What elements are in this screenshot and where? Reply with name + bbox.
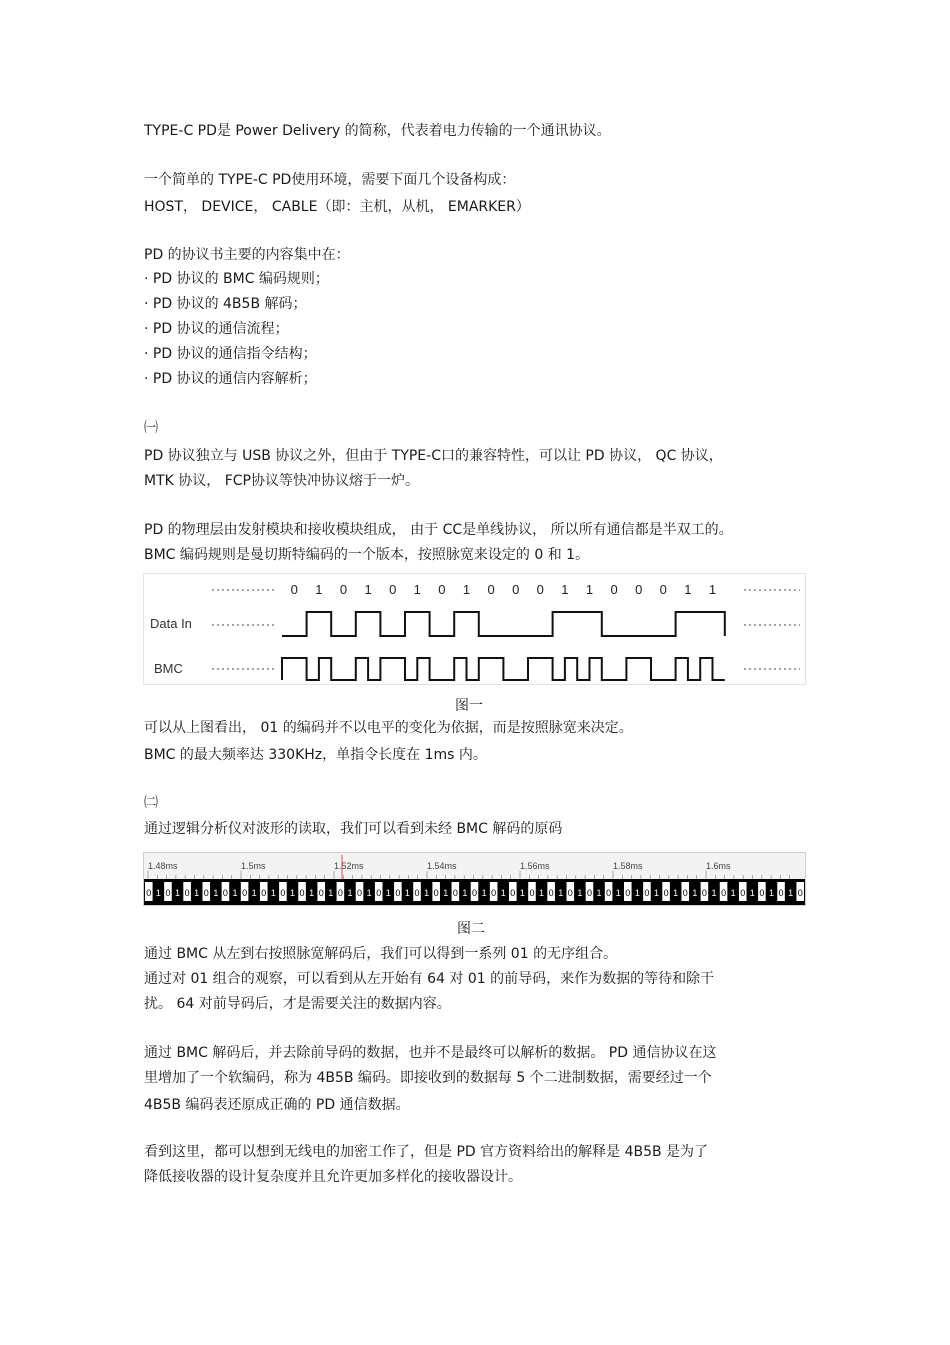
bit-digit: 1: [558, 888, 564, 898]
bit-digit: 0: [318, 888, 324, 898]
bit-digit: 0: [663, 888, 669, 898]
section1-p1-line-2: MTK 协议， FCP协议等快冲协议熔于一炉。: [144, 473, 419, 489]
bit-digit: 0: [512, 582, 520, 597]
bit-digit: 0: [659, 582, 667, 597]
bit-digit: 0: [357, 888, 363, 898]
decoded-bits: [145, 882, 804, 901]
bit-digit: 1: [684, 582, 692, 597]
bit-digit: 0: [682, 888, 688, 898]
bit-digit: 1: [289, 888, 295, 898]
bmc-waveform: [282, 658, 725, 680]
bit-digit: 1: [194, 888, 200, 898]
bit-digit: 0: [433, 888, 439, 898]
section1-p2-line-1: PD 的物理层由发射模块和接收模块组成， 由于 CC是单线协议， 所以所有通信都是半双工的。: [144, 522, 733, 538]
bit-digit: 1: [768, 888, 774, 898]
time-tick-label: 1.5ms: [241, 861, 266, 871]
bit-digit: 0: [644, 888, 650, 898]
after-fig2-p1-line-1: 通过 BMC 从左到右按照脉宽解码后，我们可以得到一系列 01 的无序组合。: [144, 946, 618, 962]
bit-digit: 0: [586, 888, 592, 898]
bit-digit: 1: [749, 888, 755, 898]
bit-digit: 1: [462, 888, 468, 898]
bit-digit: 1: [462, 582, 471, 597]
bit-digit: 0: [635, 582, 643, 597]
bmc-label: BMC: [154, 661, 183, 676]
bit-digit: 1: [347, 888, 353, 898]
bit-digit: 1: [315, 582, 323, 597]
bit-digit: 1: [270, 888, 276, 898]
data-in-label: Data In: [150, 616, 192, 631]
bit-digit: 1: [232, 888, 238, 898]
bit-digit: 1: [175, 888, 181, 898]
bit-digit: 1: [654, 888, 660, 898]
bit-digit: 1: [730, 888, 736, 898]
bit-digit: 0: [740, 888, 746, 898]
time-tick-label: 1.58ms: [613, 861, 643, 871]
bit-digit: 0: [438, 582, 446, 597]
bit-digit: 0: [242, 888, 248, 898]
bit-digit: 1: [692, 888, 698, 898]
bit-digit: 0: [606, 888, 612, 898]
bit-digit: 0: [536, 582, 544, 597]
bit-digit: 0: [395, 888, 401, 898]
time-tick-label: 1.52ms: [334, 861, 364, 871]
bit-digit: 0: [529, 888, 535, 898]
env-line-1: 一个简单的 TYPE-C PD使用环境，需要下面几个设备构成：: [144, 172, 516, 188]
after-fig2-p2-line-2: 里增加了一个软编码，称为 4B5B 编码。即接收到的数据每 5 个二进制数据，需要经过一个: [144, 1070, 712, 1086]
bit-digit: 1: [500, 888, 506, 898]
bit-digit: 0: [389, 582, 397, 597]
figure2-caption: 图二: [457, 921, 485, 937]
logic-analyzer-figure: [143, 852, 806, 906]
bit-digit: 0: [290, 582, 298, 597]
logic-analyzer-capture: [144, 853, 805, 905]
bit-digit: 1: [413, 582, 421, 597]
bit-digit: 0: [548, 888, 554, 898]
bit-digit: 0: [222, 888, 228, 898]
after-fig2-p1-line-2: 通过对 01 组合的观察，可以看到从左开始有 64 对 01 的前导码，来作为数据的等待和除干: [144, 971, 715, 987]
bit-digit: 0: [299, 888, 305, 898]
section-marker-1: ㈠: [144, 420, 158, 436]
bit-digit: 1: [309, 888, 315, 898]
after-fig2-p2-line-1: 通过 BMC 解码后，并去除前导码的数据，也并不是最终可以解析的数据。 PD 通信协议在这: [144, 1045, 717, 1061]
bit-digit: 0: [491, 888, 497, 898]
bit-digit: 1: [251, 888, 257, 898]
bit-digit: 1: [788, 888, 794, 898]
bit-digit: 1: [155, 888, 161, 898]
bit-digit: 0: [165, 888, 171, 898]
bit-digit: 1: [634, 888, 640, 898]
bit-digit: 0: [471, 888, 478, 898]
section2-p1: 通过逻辑分析仪对波形的读取，我们可以看到未经 BMC 解码的原码: [144, 821, 563, 837]
bit-digit: 1: [404, 888, 410, 898]
bit-digit: 0: [701, 888, 707, 898]
bit-digit: 0: [414, 888, 420, 898]
bit-digit: 1: [596, 888, 602, 898]
bit-digit: 1: [328, 888, 334, 898]
bit-digit: 0: [203, 888, 209, 898]
bit-digit: 0: [510, 888, 516, 898]
bit-digit: 1: [424, 888, 430, 898]
figure1-caption: 图一: [455, 698, 483, 714]
bit-digit: 0: [280, 888, 286, 898]
bit-digit: 1: [519, 888, 525, 898]
bit-digit: 0: [146, 888, 152, 898]
bit-digit: 0: [487, 582, 495, 597]
bit-digit: 1: [561, 582, 569, 597]
bit-digit: 0: [759, 888, 765, 898]
after-fig2-p1-line-3: 扰。 64 对前导码后，才是需要关注的数据内容。: [144, 996, 451, 1012]
after-fig2-p3-line-2: 降低接收器的设计复杂度并且允许更加多样化的接收器设计。: [144, 1169, 522, 1185]
env-line-2: HOST， DEVICE， CABLE（即：主机，从机， EMARKER）: [144, 199, 530, 215]
bit-digit: 0: [339, 582, 348, 597]
list-item: · PD 协议的通信指令结构；: [144, 346, 317, 362]
after-fig2-p2-line-3: 4B5B 编码表还原成正确的 PD 通信数据。: [144, 1097, 410, 1113]
bit-digit: 1: [443, 888, 449, 898]
list-item: · PD 协议的 4B5B 解码；: [144, 296, 307, 312]
after-fig2-p3-line-1: 看到这里，都可以想到无线电的加密工作了，但是 PD 官方资料给出的解释是 4B5B 是为了: [144, 1144, 709, 1160]
bit-digit: 1: [577, 888, 583, 898]
bit-digit: 1: [366, 888, 372, 898]
bit-digit: 1: [615, 888, 621, 898]
data-in-waveform: [282, 612, 725, 636]
bit-digit: 1: [711, 888, 717, 898]
list-item: · PD 协议的通信内容解析；: [144, 371, 317, 387]
time-tick-label: 1.54ms: [427, 861, 457, 871]
bit-digit: 0: [452, 888, 458, 898]
time-tick-label: 1.56ms: [520, 861, 550, 871]
section1-p2-line-2: BMC 编码规则是曼切斯特编码的一个版本，按照脉宽来设定的 0 和 1。: [144, 547, 590, 563]
bit-digit: 1: [585, 582, 594, 597]
bit-digit: 0: [797, 888, 803, 898]
bit-digit: 0: [610, 582, 618, 597]
bit-digit: 0: [721, 888, 727, 898]
after-fig1-line-2: BMC 的最大频率达 330KHz，单指令长度在 1ms 内。: [144, 747, 487, 763]
time-tick-label: 1.48ms: [148, 861, 178, 871]
bit-digit: 1: [385, 888, 391, 898]
bit-digit: 0: [625, 888, 631, 898]
bit-digit: 0: [261, 888, 267, 898]
bit-digit: 1: [673, 888, 679, 898]
list-item: · PD 协议的通信流程；: [144, 321, 289, 337]
bit-digit: 1: [481, 888, 487, 898]
bit-digit: 0: [337, 888, 343, 898]
after-fig1-line-1: 可以从上图看出， 01 的编码并不以电平的变化为依据，而是按照脉宽来决定。: [144, 720, 633, 736]
bit-digit: 0: [184, 888, 190, 898]
contents-heading: PD 的协议书主要的内容集中在：: [144, 247, 350, 263]
bit-digit: 1: [364, 582, 372, 597]
bit-digit: 1: [213, 888, 219, 898]
bit-row: [291, 582, 716, 597]
intro-paragraph: TYPE-C PD是 Power Delivery 的简称，代表着电力传输的一个通讯协议。: [144, 123, 611, 139]
section-marker-2: ㈡: [144, 795, 158, 811]
section1-p1-line-1: PD 协议独立与 USB 协议之外，但由于 TYPE-C口的兼容特性，可以让 PD 协议， QC 协议，: [144, 448, 723, 464]
bit-digit: 1: [708, 582, 717, 597]
bit-digit: 1: [539, 888, 545, 898]
bmc-waveform-figure: [143, 573, 806, 685]
waveform-diagram: [144, 574, 805, 684]
bit-digit: 0: [567, 888, 573, 898]
bit-digit: 0: [376, 888, 382, 898]
time-tick-label: 1.6ms: [706, 861, 731, 871]
bit-digit: 0: [778, 888, 784, 898]
list-item: · PD 协议的 BMC 编码规则；: [144, 271, 329, 287]
